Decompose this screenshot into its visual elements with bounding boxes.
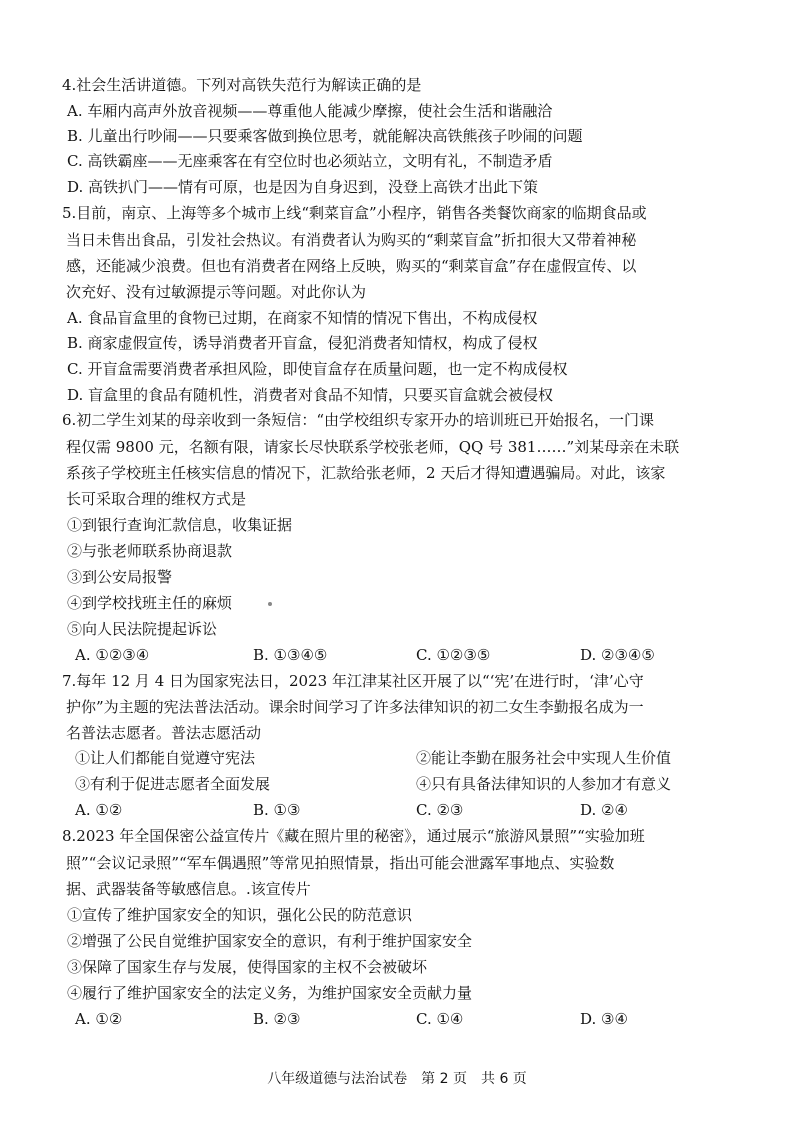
question-stem: 6.初二学生刘某的母亲收到一条短信：“由学校组织专家开办的培训班已开始报名，一门课 (62, 411, 654, 429)
statement-item: ②增强了公民自觉维护国家安全的意识，有利于维护国家安全 (67, 932, 473, 950)
statement-item: ①宣传了维护国家安全的知识，强化公民的防范意识 (67, 906, 413, 924)
question-stem: 5.目前，南京、上海等多个城市上线“剩菜盲盒”小程序，销售各类餐饮商家的临期食品或 (62, 204, 647, 222)
option-d: D. 盲盒里的食品有随机性，消费者对食品不知情，只要买盲盒就会被侵权 (67, 386, 554, 404)
statement-item: ①让人们都能自觉遵守宪法 (75, 749, 256, 767)
question-stem: 程仅需 9800 元，名额有限，请家长尽快联系学校张老师，QQ 号 381……”刘某母亲在未联 (66, 438, 680, 456)
choice-b: B. ②③ (253, 1010, 301, 1028)
choice-b: B. ①③④⑤ (253, 646, 328, 664)
question-stem: 名普法志愿者。普法志愿活动 (66, 724, 262, 742)
question-stem: 8.2023 年全国保密公益宣传片《藏在照片里的秘密》，通过展示“旅游风景照”“实验加班 (62, 827, 645, 845)
question-stem: 系孩子学校班主任核实信息的情况下，汇款给张老师，2 天后才得知遭遇骗局。对此，该家 (66, 464, 666, 482)
question-stem: 感，还能减少浪费。但也有消费者在网络上反映，购买的“剩菜盲盒”存在虚假宣传、以 (66, 257, 637, 275)
statement-item: ②能让李勤在服务社会中实现人生价值 (416, 749, 672, 767)
option-d: D. 高铁扒门——情有可原，也是因为自身迟到，没登上高铁才出此下策 (67, 178, 539, 196)
choice-a: A. ①②③④ (75, 646, 150, 664)
question-stem: 4.社会生活讲道德。下列对高铁失范行为解读正确的是 (62, 76, 422, 94)
option-c: C. 高铁霸座——无座乘客在有空位时也必须站立，文明有礼，不制造矛盾 (67, 152, 553, 170)
question-stem: 护你”为主题的宪法普法活动。课余时间学习了许多法律知识的初二女生李勤报名成为一 (66, 698, 644, 716)
question-stem: 7.每年 12 月 4 日为国家宪法日，2023 年江津某社区开展了以“‘宪’在进行时，‘津’心守 (62, 672, 644, 690)
statement-item: ⑤向人民法院提起诉讼 (67, 620, 218, 638)
choice-c: C. ②③ (416, 801, 464, 819)
choice-d: D. ②④ (580, 801, 628, 819)
choice-d: D. ②③④⑤ (580, 646, 655, 664)
statement-item: ③有利于促进志愿者全面发展 (75, 775, 271, 793)
question-stem: 长可采取合理的维权方式是 (66, 490, 247, 508)
scan-speck (268, 602, 272, 606)
choice-a: A. ①② (75, 801, 123, 819)
choice-c: C. ①④ (416, 1010, 464, 1028)
statement-item: ④履行了维护国家安全的法定义务，为维护国家安全贡献力量 (67, 984, 473, 1002)
option-a: A. 食品盲盒里的食物已过期，在商家不知情的情况下售出，不构成侵权 (67, 309, 538, 327)
choice-a: A. ①② (75, 1010, 123, 1028)
question-stem: 次充好、没有过敏源提示等问题。对此你认为 (66, 283, 367, 301)
question-stem: 照”“会议记录照”“军车偶遇照”等常见拍照情景，指出可能会泄露军事地点、实验数 (66, 854, 615, 872)
statement-item: ①到银行查询汇款信息，收集证据 (67, 516, 293, 534)
choice-b: B. ①③ (253, 801, 301, 819)
option-c: C. 开盲盒需要消费者承担风险，即使盲盒存在质量问题，也一定不构成侵权 (67, 360, 568, 378)
choice-d: D. ③④ (580, 1010, 628, 1028)
question-stem: 当日未售出食品，引发社会热议。有消费者认为购买的“剩菜盲盒”折扣很大又带着神秘 (66, 231, 637, 249)
question-stem: 据、武器装备等敏感信息。.该宣传片 (66, 880, 311, 898)
statement-item: ③保障了国家生存与发展，使得国家的主权不会被破坏 (67, 958, 428, 976)
statement-item: ②与张老师联系协商退款 (67, 542, 233, 560)
statement-item: ③到公安局报警 (67, 568, 173, 586)
statement-item: ④只有具备法律知识的人参加才有意义 (416, 775, 672, 793)
option-a: A. 车厢内高声外放音视频——尊重他人能减少摩擦，使社会生活和谐融洽 (67, 102, 553, 120)
option-b: B. 商家虚假宣传，诱导消费者开盲盒，侵犯消费者知情权，构成了侵权 (67, 334, 538, 352)
option-b: B. 儿童出行吵闹——只要乘客做到换位思考，就能解决高铁熊孩子吵闹的问题 (67, 127, 583, 145)
page-footer: 八年级道德与法治试卷 第 2 页 共 6 页 (267, 1071, 527, 1087)
choice-c: C. ①②③⑤ (416, 646, 491, 664)
statement-item: ④到学校找班主任的麻烦 (67, 594, 233, 612)
